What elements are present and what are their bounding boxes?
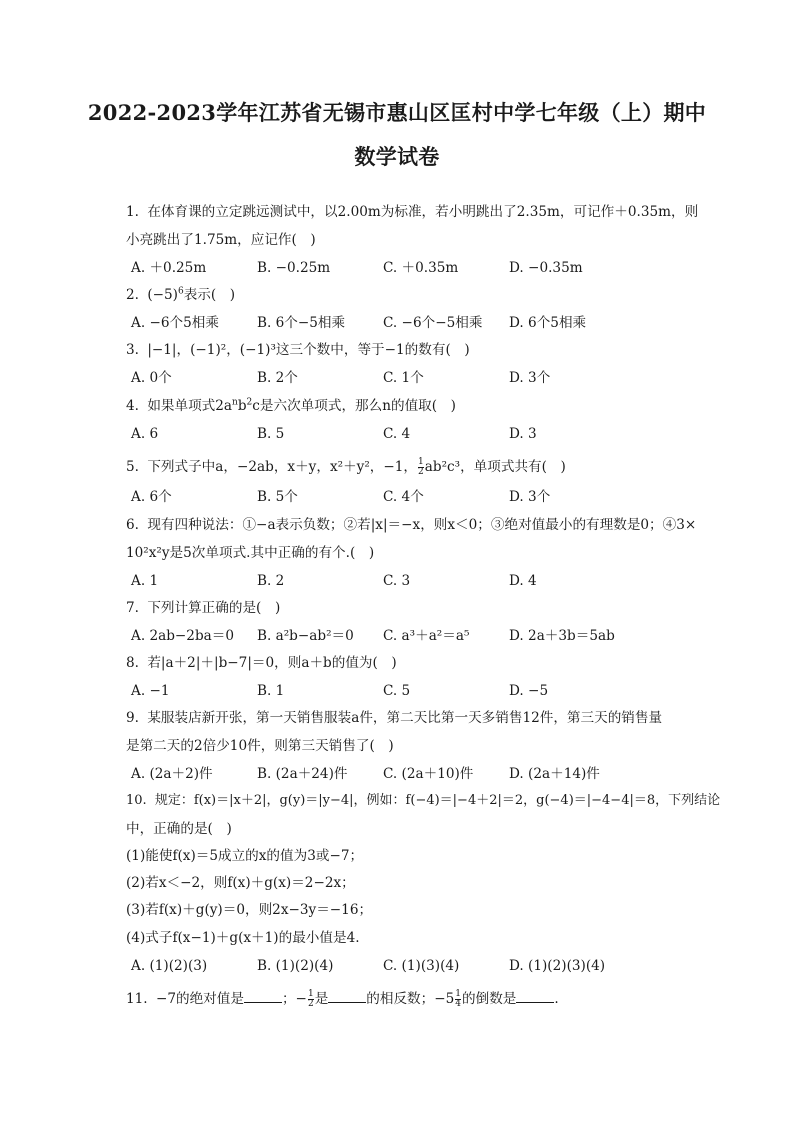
question-8: [126, 653, 397, 673]
question-text: 是: [314, 991, 329, 1007]
option-c: C. 4: [383, 426, 411, 442]
question-number: 7.: [126, 600, 139, 616]
question-text: 表示( ): [183, 287, 236, 303]
fraction: [308, 990, 314, 1009]
question-1: [126, 202, 698, 222]
question-3: [126, 340, 470, 360]
answer-blank-3[interactable]: [516, 988, 554, 1003]
question-number: 6.: [126, 517, 139, 533]
option-b: B. 5: [257, 426, 285, 442]
question-11: [126, 988, 559, 1009]
question-number: 8.: [126, 655, 139, 671]
question-text: 的相反数；−5: [366, 991, 455, 1007]
period: .: [554, 991, 559, 1007]
question-9-cont: 是第二天的2倍少10件，则第三天销售了( ): [126, 738, 394, 754]
option-d: D. 6个5相乘: [509, 315, 587, 331]
option-a: A. (2a＋2)件: [131, 766, 213, 782]
option-b: B. 1: [257, 683, 285, 699]
question-text: 下列计算正确的是( ): [147, 600, 281, 616]
question-4: [126, 396, 456, 416]
question-9: [126, 708, 662, 728]
option-a: A. 6个: [131, 489, 172, 505]
question-2: [126, 285, 235, 305]
option-b: B. (1)(2)(4): [257, 958, 334, 974]
option-c: C. ＋0.35m: [383, 260, 459, 276]
question-text: 在体育课的立定跳远测试中，以2.00m为标准，若小明跳出了2.35m，可记作＋0.35m，则: [147, 204, 699, 220]
option-c: C. 1个: [383, 370, 424, 386]
question-text: ab²c³，单项式共有( ): [424, 459, 566, 475]
exponent: n: [232, 397, 238, 408]
option-d: D. (1)(2)(3)(4): [509, 958, 606, 974]
option-a: A. 1: [131, 573, 159, 589]
option-a: A. (1)(2)(3): [131, 958, 208, 974]
question-text: 某服装店新开张，第一天销售服装a件，第二天比第一天多销售12件，第三天的销售量: [147, 710, 663, 726]
option-d: D. 2a＋3b＝5ab: [509, 628, 615, 644]
option-c: C. (1)(3)(4): [383, 958, 460, 974]
fraction: [455, 990, 461, 1009]
statement-1: (1)能使f(x)＝5成立的x的值为3或−7；: [126, 848, 364, 864]
numerator: 1: [418, 457, 424, 467]
question-6-cont: 10²x²y是5次单项式.其中正确的有个.( ): [126, 545, 375, 561]
question-number: 9.: [126, 710, 139, 726]
option-c: C. 5: [383, 683, 411, 699]
option-a: A. 0个: [131, 370, 172, 386]
option-a: A. −6个5相乘: [131, 315, 219, 331]
option-a: A. ＋0.25m: [131, 260, 207, 276]
question-number: 2.: [126, 287, 139, 303]
question-text: 规定：f(x)＝|x＋2|，g(y)＝|y−4|，例如：f(−4)＝|−4＋2|＝2，g(−4)＝|−4−4|＝8，下列结论: [154, 793, 721, 808]
expr-exponent: 6: [177, 286, 184, 297]
denominator: 2: [307, 999, 314, 1009]
option-d: D. −5: [509, 683, 549, 699]
expr-base: (−5): [147, 287, 178, 303]
question-number: 4.: [126, 398, 139, 414]
statement-4: (4)式子f(x−1)＋g(x＋1)的最小值是4.: [126, 930, 360, 946]
variable: b: [237, 398, 247, 414]
exam-title-line1: 2022-2023学年江苏省无锡市惠山区匡村中学七年级（上）期中: [87, 100, 707, 125]
option-c: C. 3: [383, 573, 411, 589]
question-text: 的倒数是: [462, 991, 517, 1007]
option-c: C. (2a＋10)件: [383, 766, 474, 782]
option-b: B. 5个: [257, 489, 298, 505]
option-d: D. 4: [509, 573, 537, 589]
question-text: 若|a＋2|＋|b−7|＝0，则a＋b的值为( ): [147, 655, 397, 671]
option-b: B. a²b−ab²＝0: [257, 628, 354, 644]
numerator: 1: [307, 989, 314, 999]
question-text: ；−: [281, 991, 307, 1007]
option-b: B. (2a＋24)件: [257, 766, 348, 782]
question-text: c是六次单项式，那么n的值取( ): [252, 398, 456, 414]
question-text: 如果单项式2a: [147, 398, 233, 414]
question-number: 3.: [126, 342, 139, 358]
exponent: 2: [246, 397, 253, 408]
answer-blank-2[interactable]: [328, 988, 366, 1003]
question-text: 下列式子中a，−2ab，x＋y，x²＋y²，−1，: [147, 459, 418, 475]
option-a: A. 2ab−2ba＝0: [131, 628, 235, 644]
denominator: 4: [455, 999, 462, 1009]
option-d: D. 3个: [509, 489, 551, 505]
question-text: −7的绝对值是: [155, 991, 244, 1007]
question-number: 11.: [126, 991, 148, 1007]
question-number: 5.: [126, 459, 139, 475]
option-d: D. (2a＋14)件: [509, 766, 600, 782]
question-text: 现有四种说法：①−a表示负数；②若|x|＝−x，则x＜0；③绝对值最小的有理数是0；④3×: [147, 517, 697, 533]
answer-blank-1[interactable]: [244, 988, 282, 1003]
question-number: 1.: [126, 204, 139, 220]
option-a: A. 6: [131, 426, 159, 442]
denominator: 2: [418, 467, 424, 477]
option-c: C. −6个−5相乘: [383, 315, 483, 331]
option-c: C. a³＋a²＝a⁵: [383, 628, 470, 644]
option-b: B. −0.25m: [257, 260, 331, 276]
question-7: [126, 598, 280, 618]
question-10: [126, 791, 720, 811]
exam-title-line2: 数学试卷: [354, 144, 440, 169]
question-number: 10.: [126, 793, 147, 808]
option-b: B. 6个−5相乘: [257, 315, 346, 331]
question-text: |−1|，(−1)²，(−1)³这三个数中，等于−1的数有( ): [147, 342, 470, 358]
question-6: [126, 515, 696, 535]
question-1-cont: 小亮跳出了1.75m，应记作( ): [126, 232, 316, 248]
statement-2: (2)若x＜−2，则f(x)＋g(x)＝2−2x；: [126, 875, 355, 891]
statement-3: (3)若f(x)＋g(y)＝0，则2x−3y＝−16；: [126, 902, 373, 918]
question-5: [126, 457, 566, 477]
option-c: C. 4个: [383, 489, 424, 505]
fraction: [418, 458, 424, 477]
option-d: D. 3个: [509, 370, 551, 386]
numerator: 1: [455, 989, 462, 999]
option-d: D. 3: [509, 426, 537, 442]
option-d: D. −0.35m: [509, 260, 583, 276]
option-b: B. 2: [257, 573, 285, 589]
option-b: B. 2个: [257, 370, 298, 386]
option-a: A. −1: [131, 683, 170, 699]
question-10-cont: 中，正确的是( ): [126, 821, 232, 837]
